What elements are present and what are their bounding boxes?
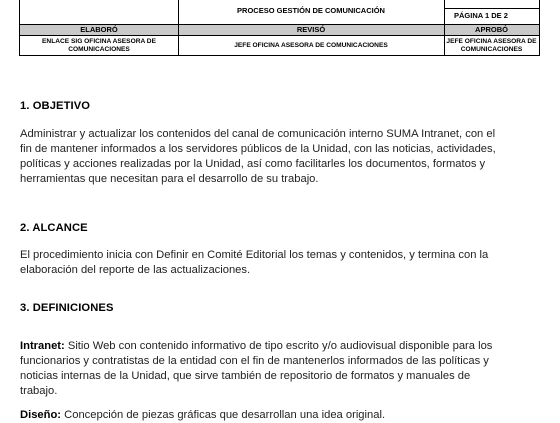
approval-table xyxy=(19,25,540,56)
section-text-objetivo: Administrar y actualizar los contenidos del canal de comunicación interno SUMA Intranet, con el fin de mantener informados a los servidores públicos de la Unidad, con las noticias, actividades, políticas y acciones realizadas por la Unidad, así como facilitarles los documentos, formatos y herramientas que necesitan para el desarrollo de su trabajo. xyxy=(20,128,496,185)
approval-value: JEFE OFICINA ASESORA DE COMUNICACIONES xyxy=(234,41,388,49)
approval-heading: ELABORÓ xyxy=(80,25,118,34)
approval-value: JEFE OFICINA ASESORA DE COMUNICACIONES xyxy=(446,38,537,53)
header-page-number: PÁGINA 1 DE 2 xyxy=(454,11,508,20)
definition-text: Concepción de piezas gráficas que desarrollan una idea original. xyxy=(61,409,386,421)
section-title-definiciones: 3. DEFINICIONES xyxy=(20,302,114,314)
definition-intranet xyxy=(20,339,504,399)
section-text-alcance: El procedimiento inicia con Definir en Comité Editorial los temas y contenidos, y termina con la elaboración del reporte de las actualizaciones. xyxy=(20,249,489,276)
approval-value: ENLACE SIG OFICINA ASESORA DE COMUNICACIONES xyxy=(42,38,156,53)
document-header-table xyxy=(19,0,540,25)
section-title-objetivo: 1. OBJETIVO xyxy=(20,100,91,112)
header-meta-cell xyxy=(444,0,539,24)
approval-column-reviso xyxy=(178,25,445,55)
header-date xyxy=(454,0,522,1)
header-process-cell xyxy=(178,0,445,24)
approval-column-elaboro xyxy=(20,25,179,55)
definition-term: Diseño: xyxy=(20,409,62,421)
process-name: PROCESO GESTIÓN DE COMUNICACIÓN xyxy=(237,6,385,15)
definition-text: Sitio Web con contenido informativo de tipo escrito y/o audiovisual disponible para los funcionarios y contratistas de la entidad con el fin de mantenerlos informados de las políticas y noticias internas de la Unidad, que sirve también de repositorio de formatos y manuales de trabajo. xyxy=(20,340,493,397)
approval-heading: REVISÓ xyxy=(296,25,326,34)
approval-column-aprobo xyxy=(444,25,539,55)
approval-heading: APROBÓ xyxy=(475,25,508,34)
definition-diseno xyxy=(20,408,504,423)
header-date-row xyxy=(444,0,539,9)
section-title-alcance: 2. ALCANCE xyxy=(20,222,88,234)
definition-term: Intranet: xyxy=(20,340,65,352)
header-logo-cell xyxy=(20,0,179,24)
